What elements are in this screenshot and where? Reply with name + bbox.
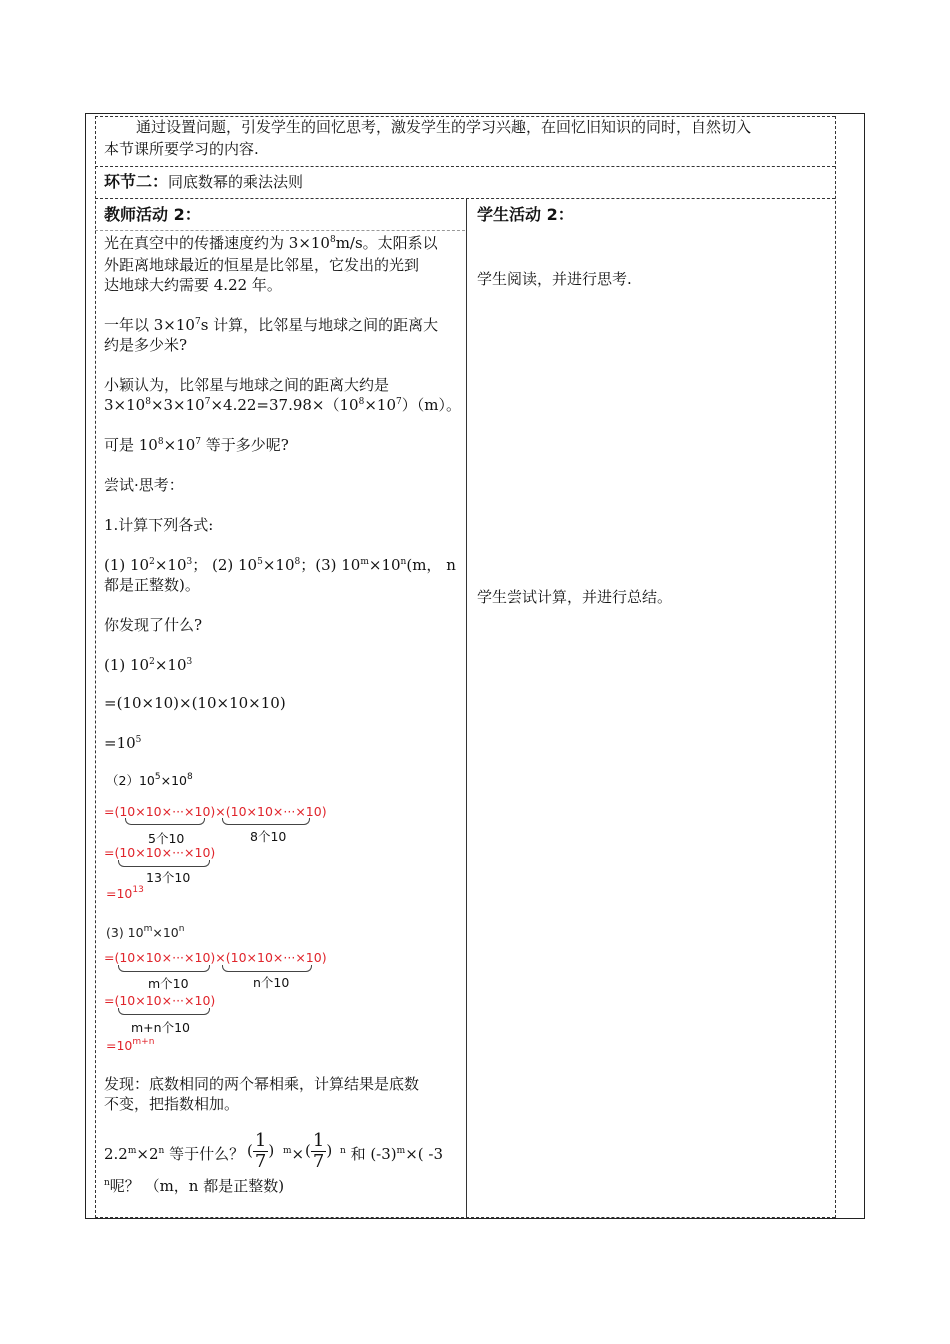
teacher-p11: $=10^5$	[104, 734, 142, 752]
teacher-p12-line-1: 发现：底数相同的两个幂相乘，计算结果是底数	[104, 1075, 420, 1093]
example-3-combined: =(10×10×···×10)	[104, 993, 216, 1008]
teacher-p7-line-2: 都是正整数)。	[104, 576, 200, 594]
example-2-label-2: 8个10	[250, 829, 287, 844]
table-left-dashed-border	[95, 116, 96, 1218]
example-2-heading: $(2)10^5\times 10^8$	[106, 772, 193, 788]
example-3-brace-3	[118, 1008, 210, 1015]
example-2-result: $=10^{13}$	[106, 885, 144, 901]
section-title: 同底数幂的乘法法则	[168, 173, 304, 191]
example-2-expansion: =(10×10×···×10)×(10×10×···×10)	[104, 804, 327, 819]
teacher-p8: 你发现了什么?	[104, 616, 203, 634]
column-divider	[466, 198, 467, 1218]
teacher-p1-line-1: 光在真空中的传播速度约为 $3\times 10^8m/s$。太阳系以	[104, 234, 438, 252]
teacher-p13-line-1: $2.2^m\times 2^n$ 等于什么？	[104, 1145, 245, 1163]
teacher-p3-line-1: 小颖认为，比邻星与地球之间的距离大约是	[104, 376, 390, 394]
teacher-p4: 可是 $10^8\times 10^7$ 等于多少呢?	[104, 436, 289, 454]
teacher-p12-line-2: 不变，把指数相加。	[104, 1095, 240, 1113]
student-text-2: 学生尝试计算，并进行总结。	[477, 588, 673, 606]
example-2-label-1: 5个10	[148, 831, 185, 846]
example-3-heading: (3) $10^m\times 10^n$	[106, 924, 185, 940]
intro-text-line-1: 通过设置问题，引发学生的回忆思考，激发学生的学习兴趣，在回忆旧知识的同时，自然切入	[136, 118, 752, 136]
teacher-p7-line-1: (1) $10^2\times 10^3$； (2) $10^5\times 10^8$；(3) $10^m\times 10^n(m$， n	[104, 556, 456, 574]
example-3-label-3: m+n个10	[131, 1020, 190, 1035]
example-3-label-2: n个10	[253, 975, 290, 990]
example-3-brace-2	[222, 965, 312, 972]
teacher-p10: =(10×10)×(10×10×10)	[104, 694, 286, 712]
example-2-combined: =(10×10×···×10)	[104, 845, 216, 860]
example-3-expansion: =(10×10×···×10)×(10×10×···×10)	[104, 950, 327, 965]
teacher-p5: 尝试·思考：	[104, 476, 184, 494]
student-text-1: 学生阅读，并进行思考.	[477, 270, 632, 288]
teacher-p9: (1) $10^2\times 10^3$	[104, 656, 193, 674]
teacher-p2-line-2: 约是多少米?	[104, 336, 188, 354]
row-divider-1	[95, 166, 835, 167]
row-divider-2	[95, 198, 835, 199]
table-right-dashed-border	[835, 116, 836, 1218]
teacher-heading-underline	[95, 230, 465, 231]
example-3-result: $=10^{m+n}$	[106, 1037, 155, 1053]
example-3-brace-1	[118, 965, 210, 972]
section-label: 环节二：	[104, 172, 169, 191]
teacher-p6: 1.计算下列各式:	[104, 516, 214, 534]
example-2-brace-2	[222, 818, 310, 825]
intro-text-line-2: 本节课所要学习的内容.	[104, 140, 259, 158]
teacher-p1-line-2: 外距离地球最近的恒星是比邻星，它发出的光到	[104, 256, 420, 274]
fraction-one-seventh-2: ( $\frac{1}{7}$ )	[305, 1130, 333, 1172]
teacher-p13-exp-m: $^m$×	[283, 1145, 305, 1163]
teacher-p2-line-1: 一年以 $3\times 10^7s$ 计算，比邻星与地球之间的距离大	[104, 316, 439, 334]
section-heading	[104, 171, 303, 193]
teacher-p13-tail: $^n$ 和 $(-3)^m\times$( -3	[340, 1145, 444, 1163]
row-divider-bottom	[95, 1217, 835, 1218]
student-heading: 学生活动 2：	[477, 205, 574, 224]
example-2-label-3: 13个10	[146, 870, 191, 885]
teacher-p3-line-2: $3\times 10^8\times 3\times 10^7\times 4.22=37.98\times(10^8\times 10^7)(m)$。	[104, 396, 461, 414]
teacher-p1-line-3: 达地球大约需要 4.22 年。	[104, 276, 282, 294]
example-3-label-1: m个10	[148, 976, 189, 991]
example-2-brace-3	[118, 860, 210, 867]
teacher-p13-line-2: $^n$呢？ （m，n 都是正整数)	[104, 1177, 285, 1195]
teacher-heading: 教师活动 2：	[104, 205, 201, 224]
example-2-brace-1	[125, 818, 205, 825]
fraction-one-seventh-1: ( $\frac{1}{7}$ )	[247, 1130, 275, 1172]
